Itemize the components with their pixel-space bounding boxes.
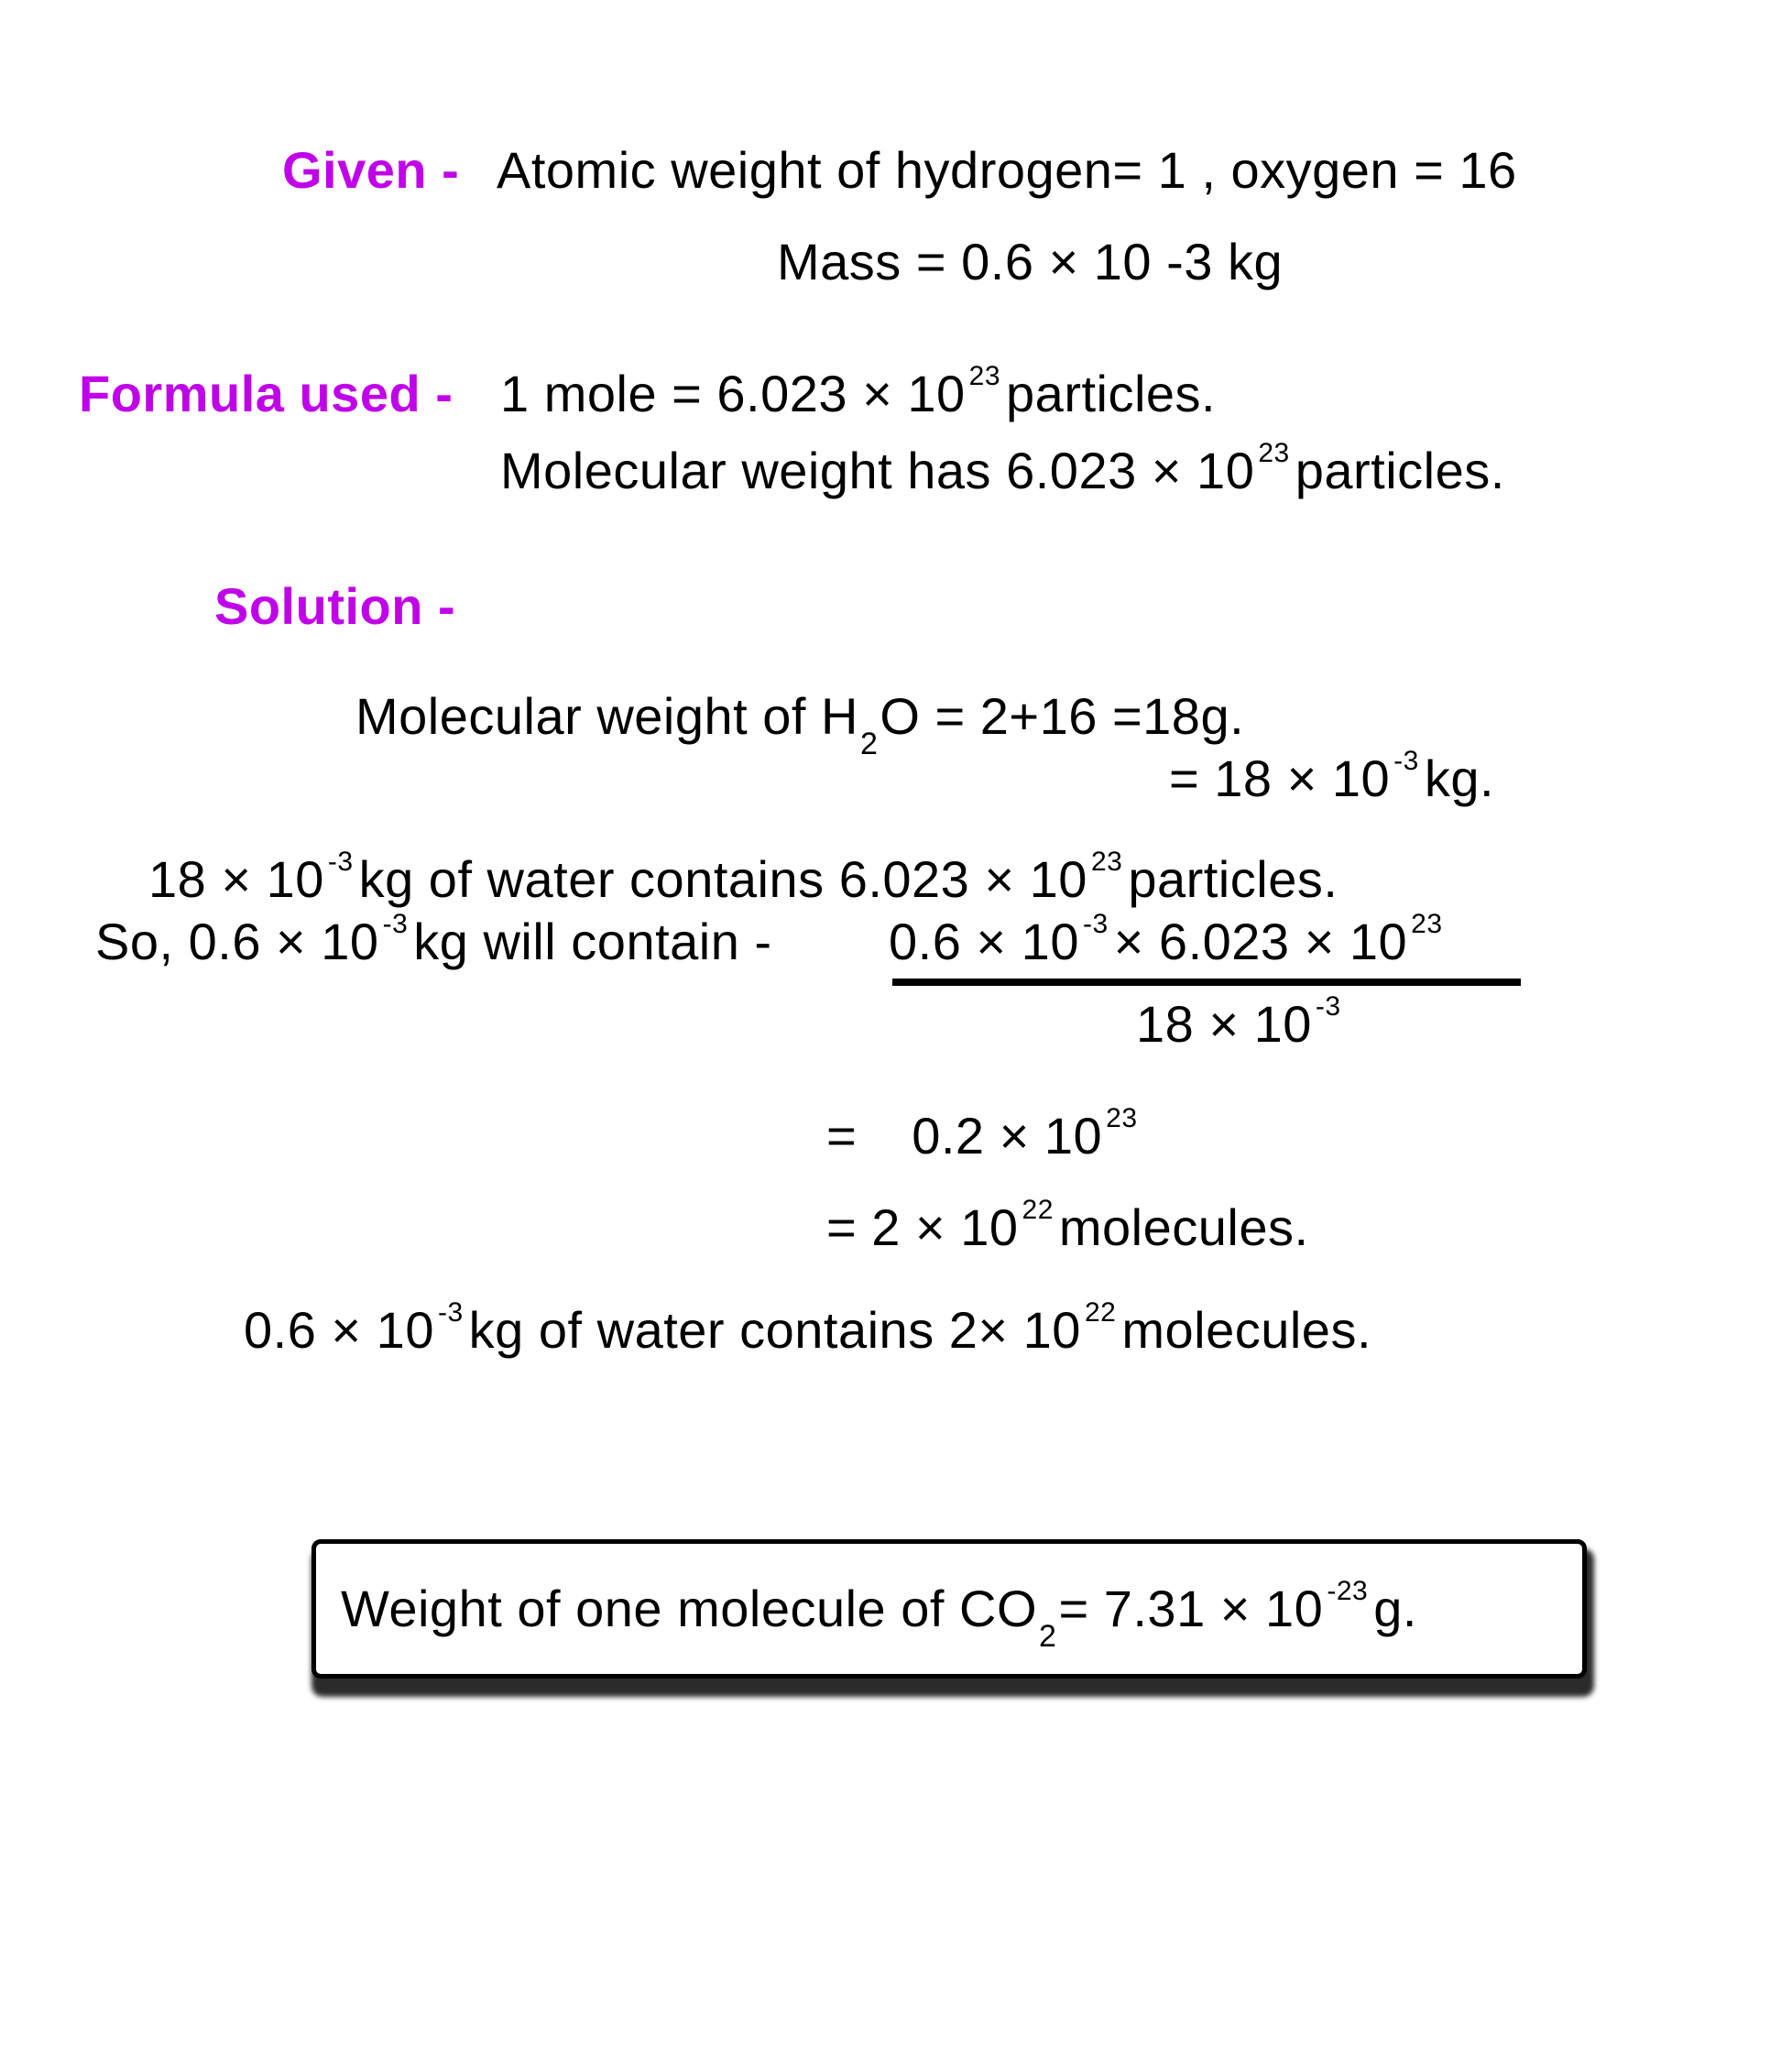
formula-molecular-weight: [500, 438, 1505, 499]
mw-kg-main: = 18 × 10: [1169, 749, 1391, 807]
water-contains-b: kg of water contains 6.023 × 10: [358, 850, 1087, 908]
mw-h2o-a: Molecular weight of H: [355, 687, 858, 745]
mw-h2o-b: O = 2+16 =18g.: [880, 687, 1245, 745]
result-one-value: 0.2 × 10: [912, 1107, 1103, 1165]
result-step-two: [826, 1195, 1309, 1256]
solution-label: Solution -: [214, 577, 456, 635]
so-b: kg will contain -: [413, 913, 772, 970]
molecular-weight-h2o: [355, 687, 1245, 761]
conclusion-tail: molecules.: [1121, 1301, 1371, 1359]
numerator-exp1: -3: [1082, 909, 1109, 939]
formula-mw-tail: particles.: [1295, 442, 1505, 499]
formula-mole-exponent: 23: [968, 361, 1001, 391]
conclusion-line: [244, 1297, 1371, 1359]
conclusion-a: 0.6 × 10: [244, 1301, 434, 1359]
water-contains-line: [148, 847, 1339, 908]
answer-subscript: 2: [1039, 1619, 1057, 1654]
conclusion-exp2: 22: [1084, 1297, 1117, 1328]
mw-kg-exponent: -3: [1393, 746, 1419, 776]
numerator-a: 0.6 × 10: [889, 913, 1079, 970]
fraction-numerator: [889, 909, 1448, 970]
conclusion-exp1: -3: [437, 1297, 464, 1328]
result-two-value: = 2 × 10: [826, 1198, 1019, 1256]
answer-exponent: -23: [1327, 1576, 1369, 1606]
formula-mw-exponent: 23: [1258, 438, 1290, 468]
numerator-b: × 6.023 × 10: [1113, 913, 1408, 970]
answer-tail: g.: [1373, 1580, 1417, 1637]
given-atomic-weights: Atomic weight of hydrogen= 1 , oxygen = 16: [497, 141, 1517, 199]
formula-label: Formula used -: [79, 365, 453, 422]
result-one-sign: =: [826, 1107, 858, 1165]
denominator-exp: -3: [1315, 991, 1341, 1022]
answer-b: = 7.31 × 10: [1058, 1580, 1324, 1637]
water-contains-a: 18 × 10: [148, 850, 324, 908]
given-mass: Mass = 0.6 × 10 -3 kg: [777, 233, 1284, 290]
mw-h2o-subscript: 2: [859, 727, 879, 761]
result-two-exp: 22: [1022, 1195, 1054, 1225]
denominator-a: 18 × 10: [1136, 995, 1312, 1053]
fraction-denominator: [1136, 991, 1347, 1053]
formula-mw-main: Molecular weight has 6.023 × 10: [500, 442, 1255, 499]
fraction-bar: [892, 979, 1521, 986]
numerator-exp2: 23: [1411, 909, 1443, 939]
answer-text: [341, 1576, 1417, 1654]
water-contains-exp2: 23: [1090, 847, 1123, 877]
formula-mole-definition: [500, 361, 1217, 422]
so-will-contain-line: [95, 909, 772, 970]
given-label: Given -: [282, 141, 460, 199]
result-two-tail: molecules.: [1058, 1198, 1309, 1256]
answer-a: Weight of one molecule of CO: [341, 1580, 1038, 1637]
formula-mole-main: 1 mole = 6.023 × 10: [500, 365, 966, 422]
water-contains-exp1: -3: [327, 847, 354, 877]
conclusion-b: kg of water contains 2× 10: [468, 1301, 1081, 1359]
so-a: So, 0.6 × 10: [95, 913, 379, 970]
mw-kg-tail: kg.: [1424, 749, 1495, 807]
result-step-one: [826, 1103, 1143, 1165]
water-contains-tail: particles.: [1128, 850, 1339, 908]
so-exponent: -3: [382, 909, 409, 939]
molecular-weight-kg: [1169, 746, 1495, 807]
formula-mole-tail: particles.: [1006, 365, 1217, 422]
result-one-exp: 23: [1106, 1103, 1138, 1133]
